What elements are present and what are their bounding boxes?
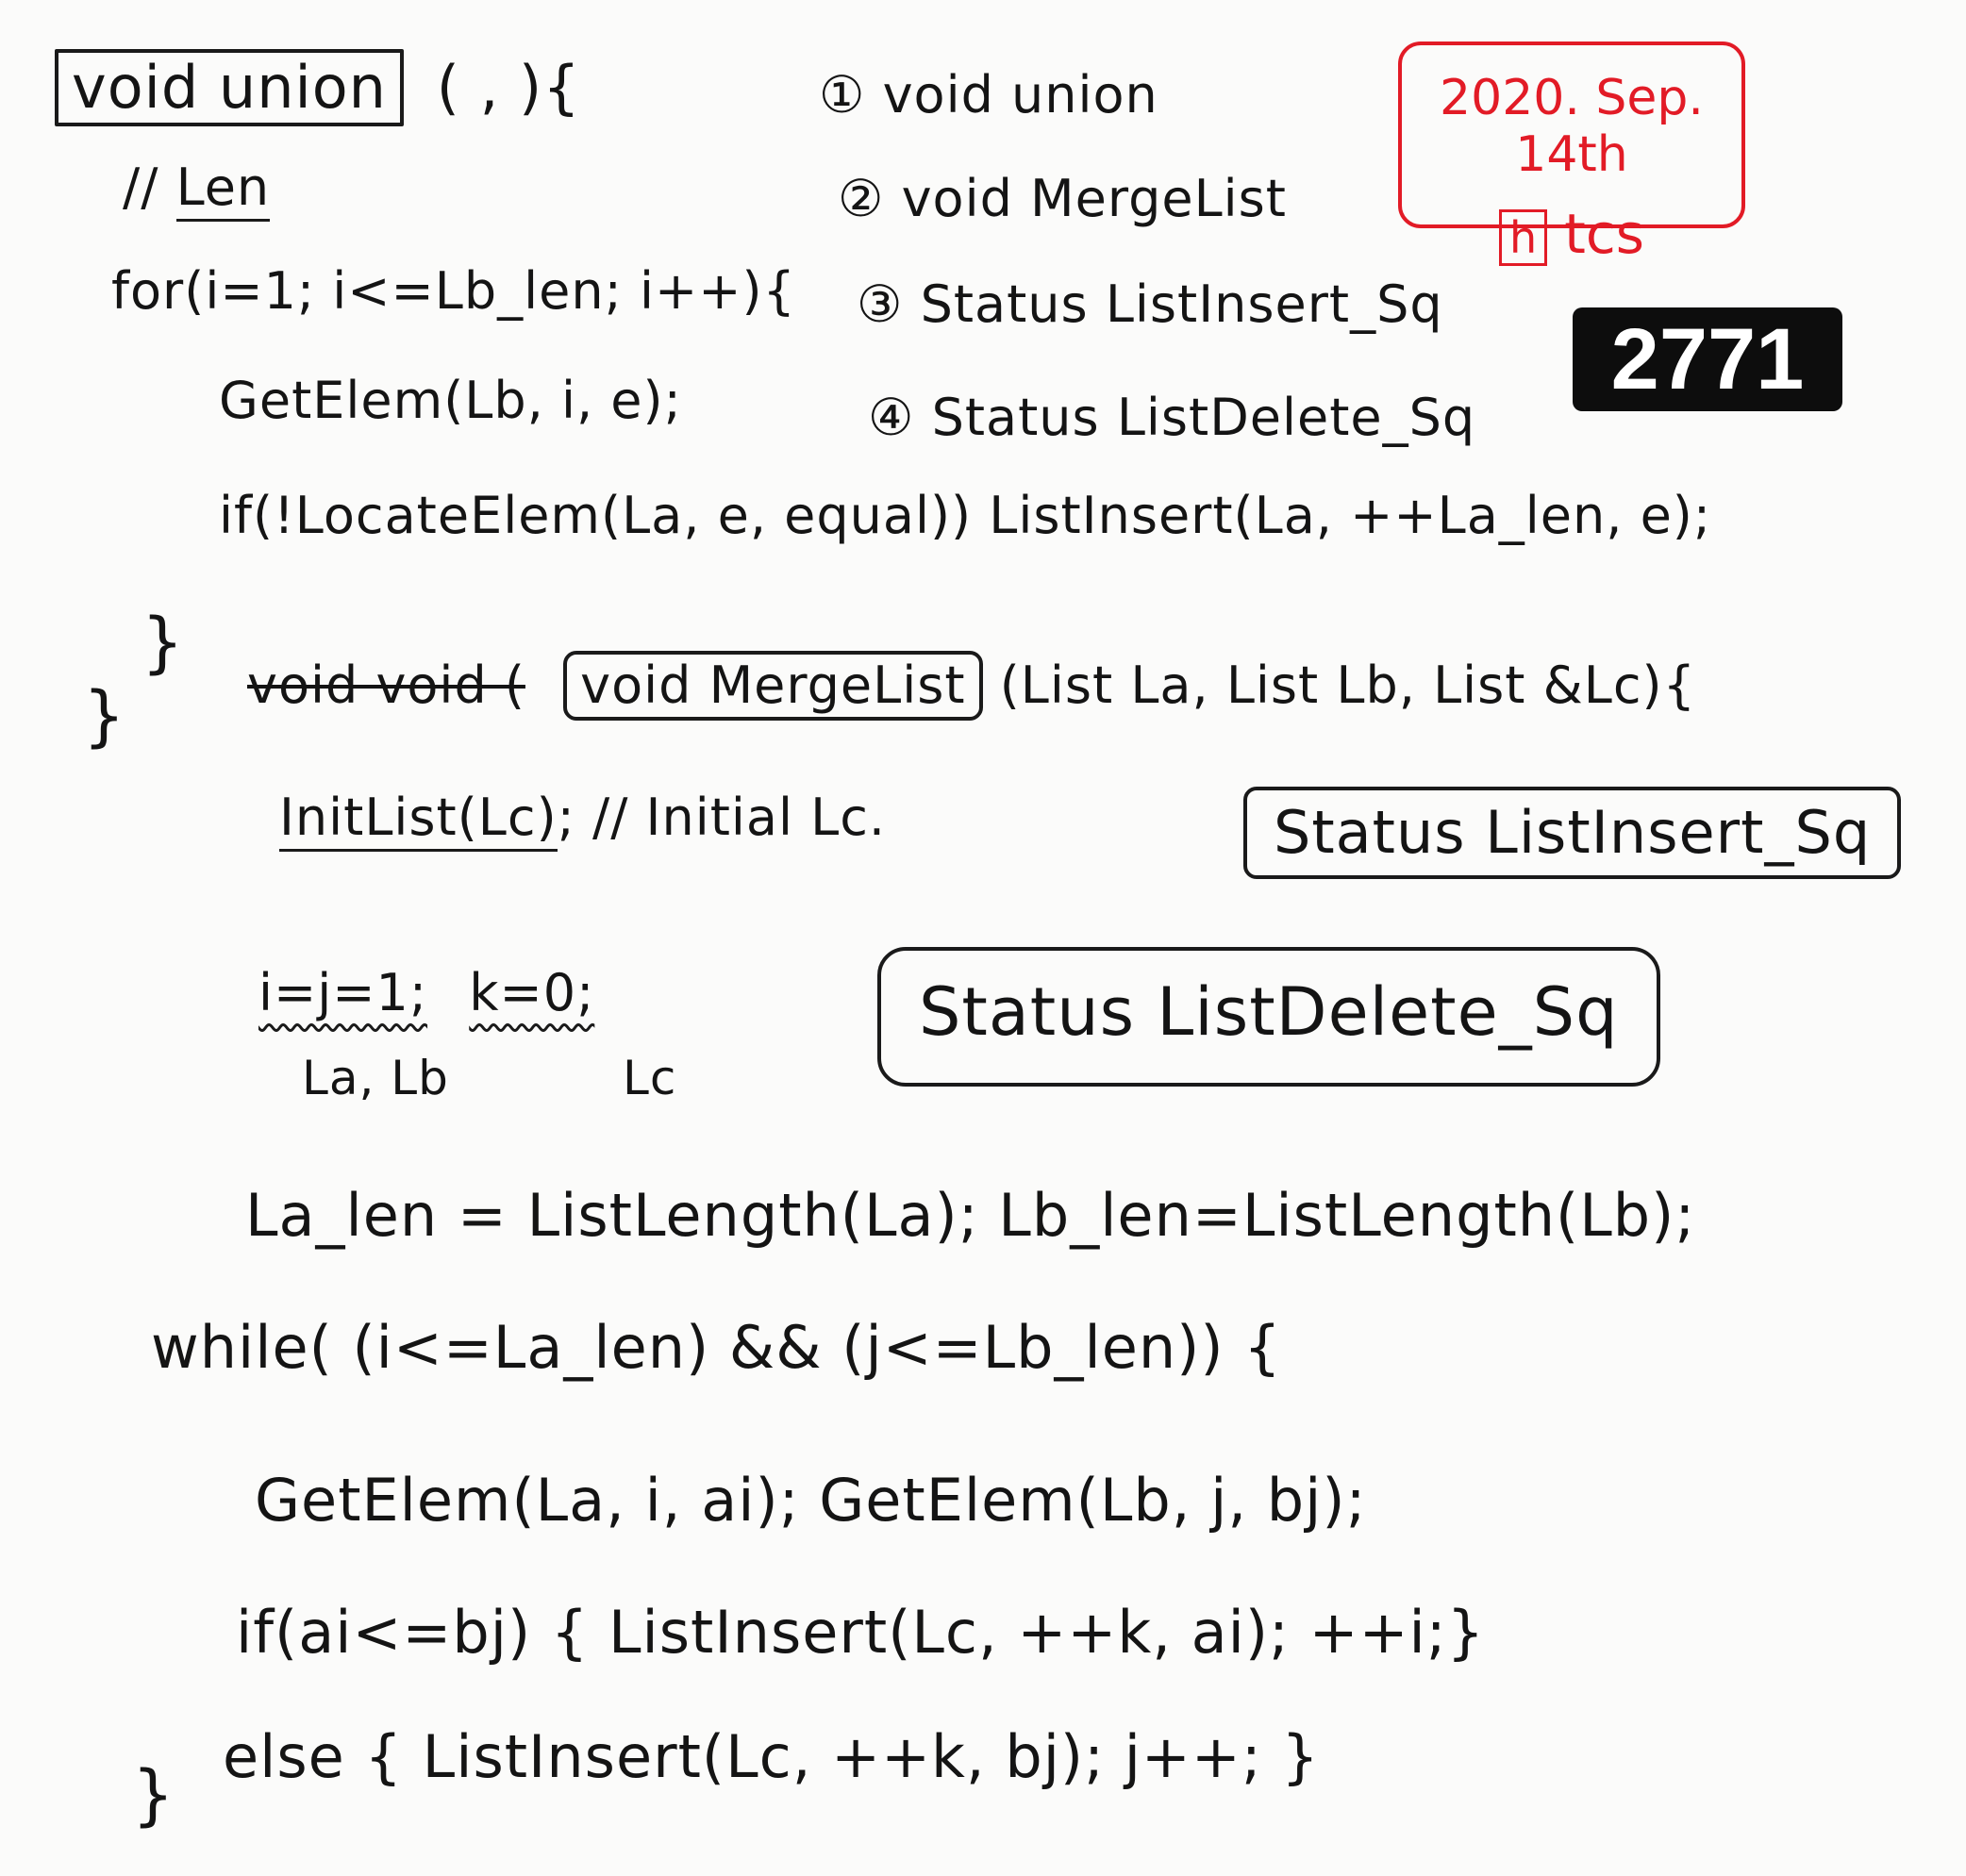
k-assign: k=0; [469, 963, 595, 1022]
getelem-ai-bj-line: GetElem(La, i, ai); GetElem(Lb, j, bj); [255, 1466, 1367, 1535]
outline-item-3: ③ Status ListInsert_Sq [857, 274, 1443, 334]
len-comment [123, 158, 271, 217]
initlist-line [279, 788, 887, 847]
listinsert-box: Status ListInsert_Sq [1243, 787, 1901, 879]
page-number-badge: 2771 [1573, 307, 1842, 411]
mergelist-params: (List La, List Lb, List &Lc){ [999, 656, 1696, 715]
close-brace-inner: } [142, 604, 184, 681]
union-params: ( , ){ [436, 53, 581, 122]
mergelist-function-box: void MergeList [563, 651, 982, 721]
stamp-date: 2020. Sep. 14th [1440, 70, 1704, 183]
index-init-line [258, 963, 595, 1022]
else-line: else { ListInsert(Lc, ++k, bj); j++; } [223, 1722, 1320, 1791]
union-heading-line [55, 49, 581, 126]
listinsert-box-line [1243, 787, 1901, 879]
comment-slashes: // [123, 158, 176, 217]
initlist-comment: ; // Initial Lc. [557, 788, 887, 847]
outline-item-1: ① void union [819, 65, 1158, 125]
stamp-initials: tcs [1564, 202, 1644, 266]
ij-assign: i=j=1; [258, 963, 428, 1022]
mergelist-line [247, 651, 1696, 721]
close-brace-while: } [132, 1756, 175, 1834]
listdelete-box-line [877, 947, 1660, 1087]
date-stamp [1398, 42, 1745, 266]
getelem-lb-line: GetElem(Lb, i, e); [219, 371, 682, 430]
struck-text: void void ( [247, 656, 525, 715]
stamp-h-box: h [1499, 209, 1547, 266]
if-ai-line: if(ai<=bj) { ListInsert(Lc, ++k, ai); ++i;} [236, 1598, 1486, 1667]
close-brace-outer: } [83, 677, 125, 755]
length-assign-line: La_len = ListLength(La); Lb_len=ListLength(Lb); [245, 1181, 1696, 1250]
locate-elem-line: if(!LocateElem(La, e, equal)) ListInsert(La, ++La_len, e); [219, 486, 1712, 545]
listdelete-box: Status ListDelete_Sq [877, 947, 1660, 1087]
while-line: while( (i<=La_len) && (j<=Lb_len)) { [151, 1313, 1282, 1382]
for-loop-line: for(i=1; i<=Lb_len; i++){ [111, 261, 796, 321]
outline-item-4: ④ Status ListDelete_Sq [868, 388, 1476, 447]
label-lc: Lc [623, 1051, 677, 1105]
union-function-box: void union [55, 49, 404, 126]
outline-item-2: ② void MergeList [838, 169, 1287, 228]
stamp-signature [1402, 202, 1741, 266]
len-word: Len [176, 158, 271, 222]
label-la-lb: La, Lb [302, 1051, 449, 1105]
initlist-call: InitList(Lc) [279, 788, 558, 852]
